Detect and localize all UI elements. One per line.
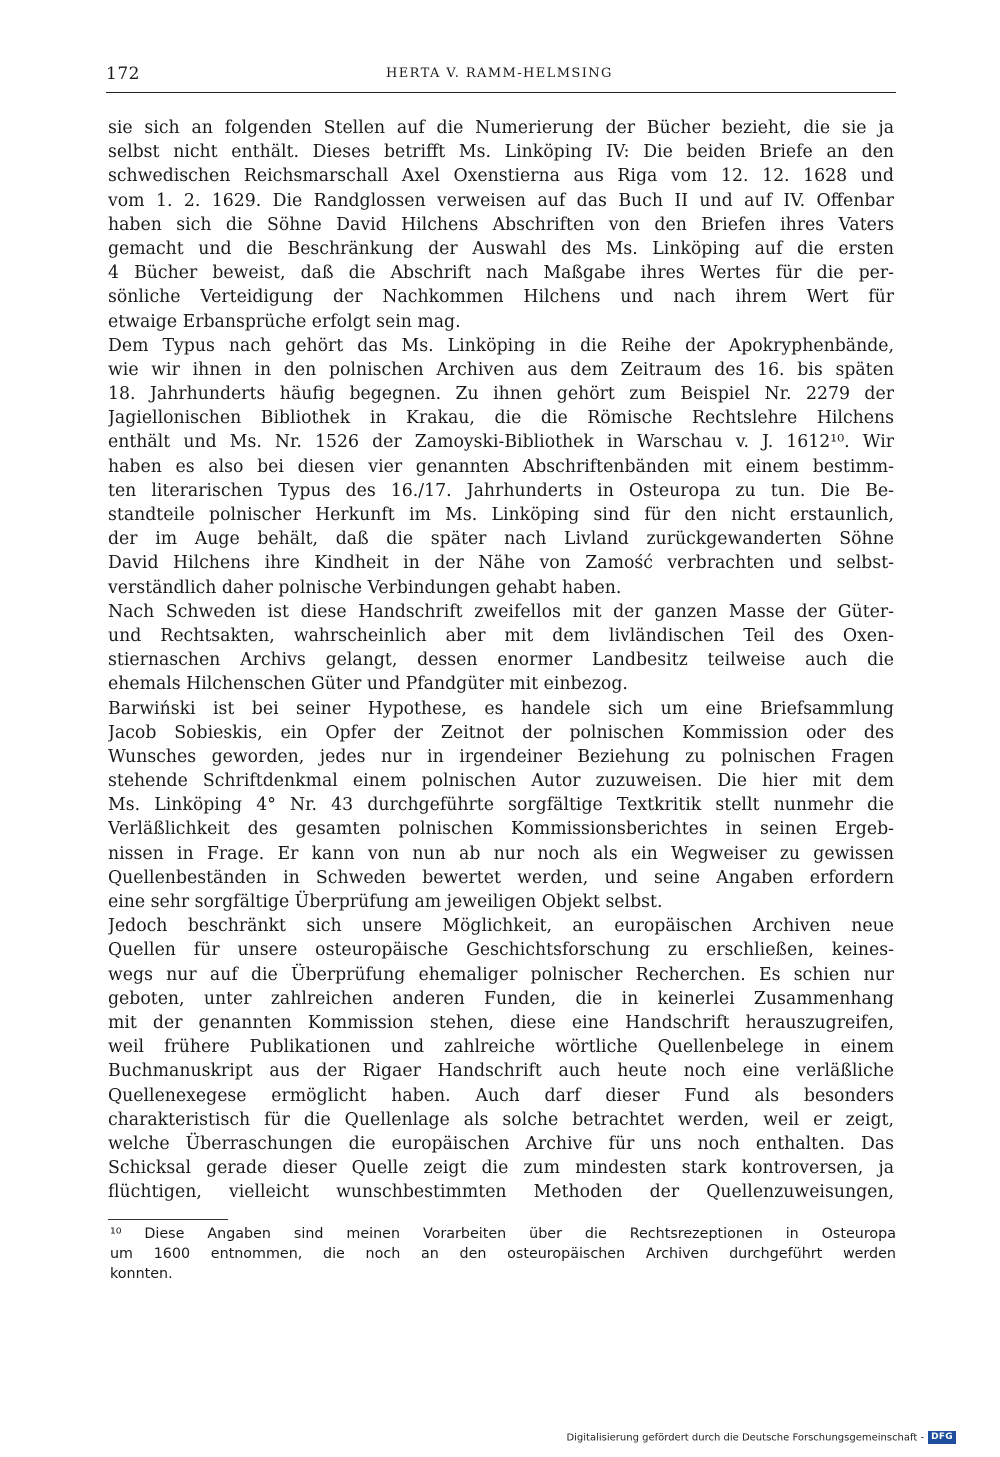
text-line: standteile polnischer Herkunft im Ms. Linköping sind für den nicht erstaunlich, [108,505,894,525]
text-line: der im Auge behält, daß die später nach Livland zurückgewanderten Söhne [108,529,894,550]
text-line: Quellenbeständen in Schweden bewertet werden, und seine Angaben erfordern [108,867,894,888]
text-line: mit der genannten Kommission stehen, diese eine Handschrift herauszugreifen, [108,1012,894,1033]
text-line: Barwiński ist bei seiner Hypothese, es handele sich um eine Briefsammlung [108,698,894,719]
text-line: eine sehr sorgfältige Überprüfung am jeweiligen Objekt selbst. [108,892,663,912]
text-line: haben es also bei diesen vier genannten Abschriftenbänden mit einem bestimm- [108,456,894,477]
text-line: stehende Schriftdenkmal einem polnischen Autor zuzuweisen. Die hier mit dem [108,771,894,792]
text-line: nissen in Frage. Er kann von nun ab nur noch als ein Wegweiser zu gewissen [108,843,894,864]
dfg-logo: DFG [928,1431,956,1444]
text-line: Quellen für unsere osteuropäische Geschichtsforschung zu erschließen, keines- [108,940,894,961]
text-line: 4 Bücher beweist, daß die Abschrift nach Maßgabe ihres Wertes für die per- [108,263,894,284]
text-line: flüchtigen, vielleicht wunschbestimmten Methoden der Quellenzuweisungen, [108,1182,894,1203]
text-line: gemacht und die Beschränkung der Auswahl des Ms. Linköping auf die ersten [108,238,894,259]
text-line: ten literarischen Typus des 16./17. Jahrhunderts in Osteuropa zu tun. Die Be- [108,480,894,501]
footnotes [110,1224,896,1285]
text-line: charakteristisch für die Quellenlage als solche betrachtet werden, weil er zeigt, [108,1109,894,1130]
footnote-line: konnten. [110,1266,173,1283]
text-line: vom 1. 2. 1629. Die Randglossen verweisen auf das Buch II und auf IV. Offenbar [108,190,894,211]
text-line: Dem Typus nach gehört das Ms. Linköping in die Reihe der Apokryphenbände, [108,335,894,356]
body-text [108,116,894,1204]
text-line: wie wir ihnen in den polnischen Archiven aus dem Zeitraum des 16. bis späten [108,359,894,380]
footnote-line: um 1600 entnommen, die noch an den osteuropäischen Archiven durchgeführt werden [110,1246,896,1263]
text-line: weil frühere Publikationen und zahlreiche wörtliche Quellenbelege in einem [108,1037,894,1058]
text-line: Jagiellonischen Bibliothek in Krakau, die die Römische Rechtslehre Hilchens [108,408,894,429]
text-line: haben sich die Söhne David Hilchens Abschriften von den Briefen ihres Vaters [108,214,894,235]
text-line: Jedoch beschränkt sich unsere Möglichkeit, an europäischen Archiven neue [108,916,894,937]
text-line: Nach Schweden ist diese Handschrift zweifellos mit der ganzen Masse der Güter- [108,601,894,622]
header-rule [106,92,896,93]
page-header [106,64,896,90]
text-line: welche Überraschungen die europäischen Archive für uns noch enthalten. Das [108,1133,894,1154]
text-line: enthält und Ms. Nr. 1526 der Zamoyski-Bibliothek in Warschau v. J. 1612¹⁰. Wir [108,432,894,453]
text-line: sönliche Verteidigung der Nachkommen Hilchens und nach ihrem Wert für [108,287,894,308]
page-number: 172 [106,64,140,84]
text-line: Verläßlichkeit des gesamten polnischen Kommissionsberichtes in seinen Ergeb- [108,819,894,840]
text-line: Quellenexegese ermöglicht haben. Auch darf dieser Fund als besonders [108,1085,894,1106]
text-line: sie sich an folgenden Stellen auf die Numerierung der Bücher bezieht, die sie ja [108,118,894,138]
text-line: selbst nicht enthält. Dieses betrifft Ms. Linköping IV: Die beiden Briefe an den [108,142,894,163]
text-line: Ms. Linköping 4° Nr. 43 durchgeführte sorgfältige Textkritik stellt nunmehr die [108,795,894,816]
text-line: geboten, unter zahlreichen anderen Funden, die in keinerlei Zusammenhang [108,988,894,1009]
footnote-rule [108,1219,228,1220]
text-line: schwedischen Reichsmarschall Axel Oxenstierna aus Riga vom 12. 12. 1628 und [108,166,894,187]
text-line: Schicksal gerade dieser Quelle zeigt die zum mindesten stark kontroversen, ja [108,1158,894,1179]
text-line: 18. Jahrhunderts häufig begegnen. Zu ihnen gehört zum Beispiel Nr. 2279 der [108,384,894,405]
text-line: und Rechtsakten, wahrscheinlich aber mit dem livländischen Teil des Oxen- [108,625,894,646]
digitization-credit [566,1431,956,1444]
text-line: etwaige Erbansprüche erfolgt sein mag. [108,311,461,332]
text-line: wegs nur auf die Überprüfung ehemaliger polnischer Recherchen. Es schien nur [108,964,894,985]
text-line: ehemals Hilchenschen Güter und Pfandgüter mit einbezog. [108,674,628,695]
text-line: verständlich daher polnische Verbindungen gehabt haben. [108,577,622,598]
text-line: Buchmanuskript aus der Rigaer Handschrift auch heute noch eine verläßliche [108,1061,894,1082]
text-line: stiernaschen Archivs gelangt, dessen enormer Landbesitz teilweise auch die [108,650,894,671]
text-line: Jacob Sobieskis, ein Opfer der Zeitnot der polnischen Kommission oder des [108,722,894,743]
credit-text: Digitalisierung gefördert durch die Deutsche Forschungsgemeinschaft - [566,1432,925,1444]
text-line: David Hilchens ihre Kindheit in der Nähe von Zamość verbrachten und selbst- [108,553,894,574]
footnote-line: ¹⁰ Diese Angaben sind meinen Vorarbeiten über die Rechtsrezeptionen in Osteuropa [110,1226,896,1242]
text-line: Wunsches geworden, jedes nur in irgendeiner Beziehung zu polnischen Fragen [108,746,894,767]
running-head: HERTA V. RAMM-HELMSING [386,66,613,81]
